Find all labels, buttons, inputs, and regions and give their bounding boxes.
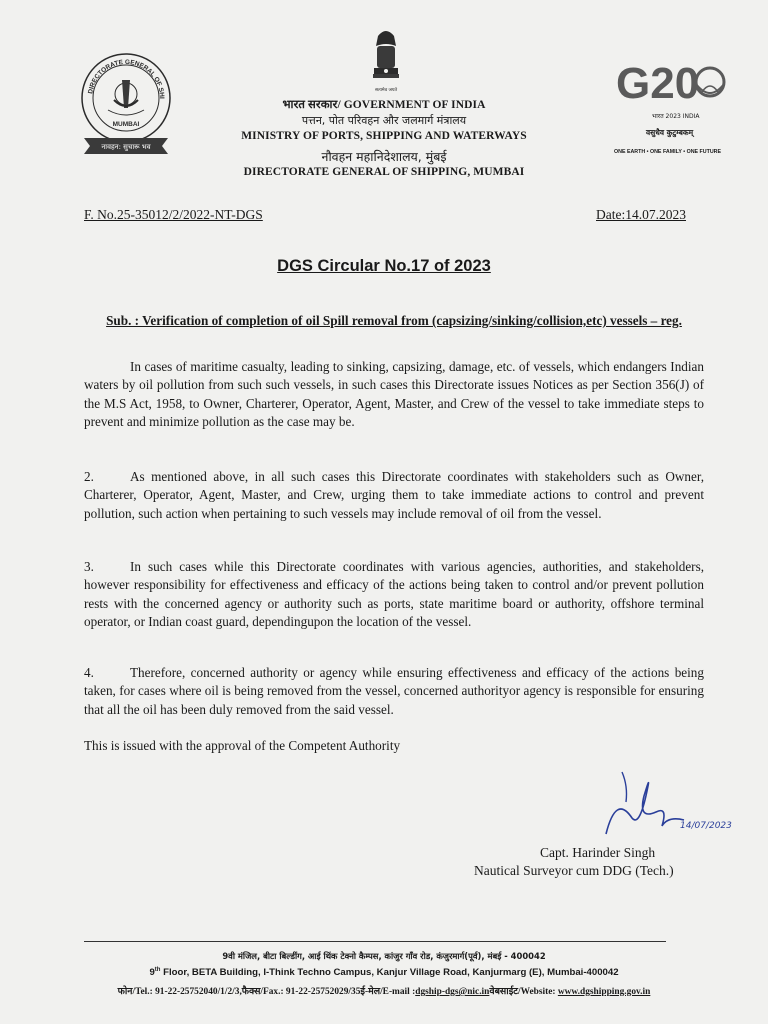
footer-website-link[interactable]: www.dgshipping.gov.in bbox=[557, 987, 651, 997]
paragraph-4-number: 4. bbox=[84, 665, 94, 680]
footer-email-link[interactable]: dgship-dgs@nic.in bbox=[415, 987, 490, 997]
signature-mark bbox=[598, 766, 748, 846]
paragraph-1 bbox=[84, 358, 704, 432]
signature-date: 14/07/2023 bbox=[680, 821, 732, 831]
header-ministry: MINISTRY OF PORTS, SHIPPING AND WATERWAYS bbox=[241, 130, 527, 142]
paragraph-4-text: Therefore, concerned authority or agency while ensuring effectiveness and efficacy of the actions being taken, for cases where oil is being removed from the vessel, concerned authorityor agency is responsible for ensuring that all the oil has been duly removed from the said vessel. bbox=[84, 665, 704, 717]
g20-wordmark: G20 bbox=[616, 59, 700, 108]
circular-title: DGS Circular No.17 of 2023 bbox=[277, 257, 491, 275]
header-govt: भारत सरकार/ GOVERNMENT OF INDIA bbox=[282, 99, 486, 111]
subject-line: Sub. : Verification of completion of oil Spill removal from (capsizing/sinking/collision,etc) vessels – reg. bbox=[106, 313, 682, 328]
header-dgs-hindi: नौवहन महानिदेशालय, मुंबई bbox=[321, 149, 447, 164]
paragraph-3-number: 3. bbox=[84, 559, 94, 574]
footer-contact bbox=[0, 984, 768, 997]
svg-text:DIRECTORATE GENERAL OF SHIPPIN bbox=[78, 50, 165, 99]
footer-website-label: वेबसाईट/Website: bbox=[489, 987, 556, 997]
paragraph-1-text: In cases of maritime casualty, leading to sinking, capsizing, damage, etc. of vessels, which endangers Indian waters by oil pollution from such such vessels, in such cases this Directorate issues Notices as per Section 356(J) of the M.S Act, 1958, to Owner, Charterer, Operator, Agent, Master, and Crew of the vessel to take immediate steps to prevent and minimize pollution as the case may be. bbox=[84, 359, 704, 430]
footer-floor-number: 9 bbox=[149, 967, 155, 979]
circular-date: Date:14.07.2023 bbox=[596, 207, 686, 222]
approval-line: This is issued with the approval of the Competent Authority bbox=[84, 738, 401, 753]
paragraph-3 bbox=[84, 558, 704, 632]
paragraph-4 bbox=[84, 664, 704, 719]
paragraph-3-text: In such cases while this Directorate coordinates with various agencies, authorities, and stakeholders, however responsibility for effectiveness and efficacy of the actions being taken to control and/or prevent pollution rests with the concerned agency or authority such as ports, state maritime board or authority, offshore terminal operator, or Indian coast guard, dependingupon the location of the vessel. bbox=[84, 559, 704, 630]
logo-banner: नावहन: सुचारू भव bbox=[101, 143, 151, 151]
footer-address-text: Floor, BETA Building, I-Think Techno Campus, Kanjur Village Road, Kanjurmarg (E), Mumbai-400042 bbox=[160, 967, 619, 979]
file-number: F. No.25-35012/2/2022-NT-DGS bbox=[84, 207, 263, 222]
paragraph-2-number: 2. bbox=[84, 469, 94, 484]
paragraph-2 bbox=[84, 468, 704, 523]
national-emblem bbox=[368, 26, 404, 90]
g20-year: भारत 2023 INDIA bbox=[652, 113, 700, 120]
signatory-name: Capt. Harinder Singh bbox=[540, 845, 656, 860]
footer-phone-fax: फोन/Tel.: 91-22-25752040/1/2/3,फैक्स/Fax.: 91-22-25752029/35ई-मेल/E-mail : bbox=[117, 987, 416, 997]
footer-address bbox=[0, 967, 768, 978]
g20-tagline: ONE EARTH • ONE FAMILY • ONE FUTURE bbox=[614, 149, 722, 155]
footer-divider bbox=[84, 941, 666, 942]
header-dgs: DIRECTORATE GENERAL OF SHIPPING, MUMBAI bbox=[243, 166, 525, 178]
footer-address-hindi: 9वी मंजिल, बीटा बिल्डींग, आई थिंक टेक्नो कैम्पस, कांजुर गाँव रोड, कंजुरमार्ग(पूर्व), मंबई - 400042 bbox=[222, 951, 546, 961]
ring-text: DIRECTORATE GENERAL OF SHI bbox=[87, 58, 166, 99]
header-ministry-hindi: पत्तन, पोत परिवहन और जलमार्ग मंत्रालय bbox=[301, 114, 467, 127]
footer-floor-suffix: th bbox=[154, 967, 161, 973]
logo-city: MUMBAI bbox=[112, 121, 140, 128]
signatory-designation: Nautical Surveyor cum DDG (Tech.) bbox=[474, 863, 674, 878]
g20-logo bbox=[612, 54, 742, 164]
emblem-motto: सत्यमेव जयते bbox=[374, 88, 398, 93]
paragraph-2-text: As mentioned above, in all such cases this Directorate coordinates with stakeholders such as Owner, Charterer, Operator, Agent, Master, and Crew, urging them to take immediate actions to control and prevent pollution, such action when pertaining to such vessels may include removal of oil from the vessel. bbox=[84, 469, 704, 521]
g20-motto-hindi: वसुधैव कुटुम्बकम् bbox=[646, 128, 694, 137]
